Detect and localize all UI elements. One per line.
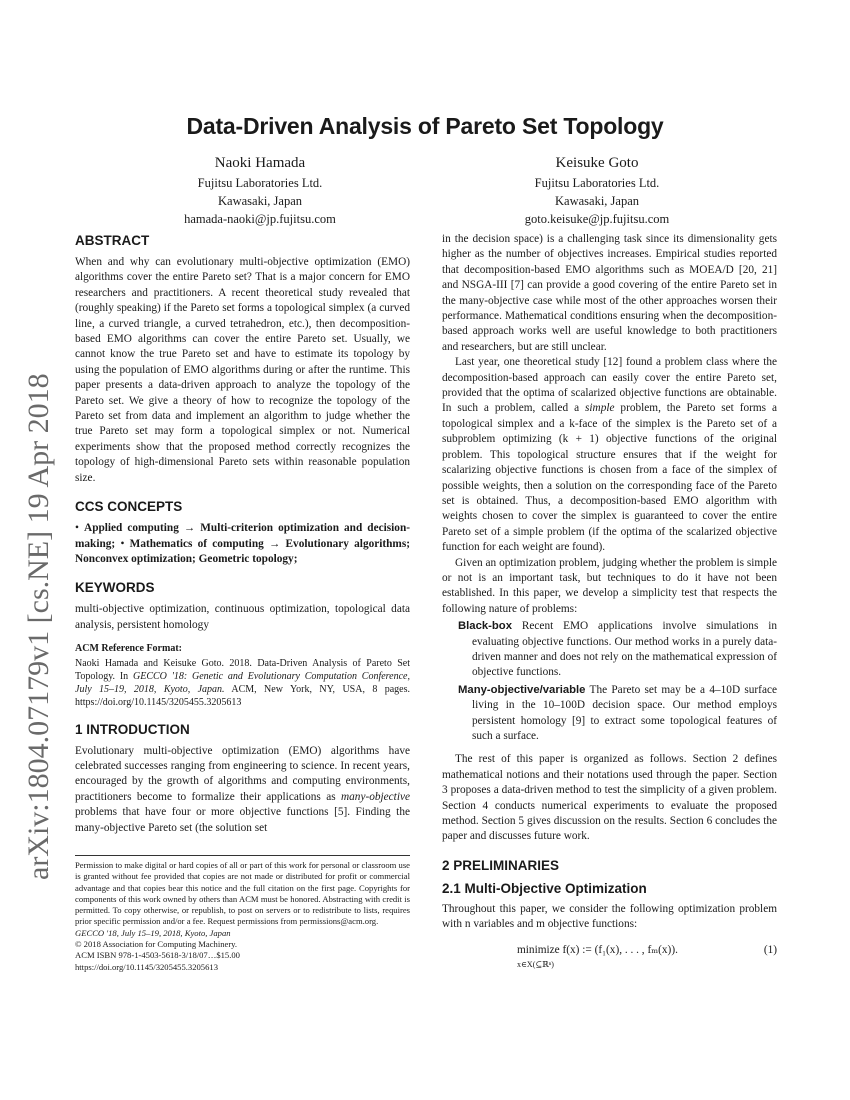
- paragraph-emphasis: simple: [585, 402, 615, 415]
- description-text: The Pareto set may be a 4–10D surface living in the 10–100D decision space. Our method employs persistent homology [9] to extract some topological features of such a surface.: [472, 683, 777, 742]
- abstract-heading: ABSTRACT: [75, 233, 150, 248]
- paragraph: Given an optimization problem, judging whether the problem is simple or not is an important task, but techniques to do it have not been established. In this paper, we develop a simplicity test that respects the following nature of problems:: [442, 556, 777, 615]
- author-block-1: [95, 153, 425, 228]
- ccs-item-2: Mathematics of computing → Evolutionary algorithms;: [129, 537, 411, 550]
- permission-notice: Permission to make digital or hard copies of all or part of this work for personal or classroom use is granted without fee provided that copies are not made or distributed for profit or commercial advantage and that copies bear this notice and the full citation on the first page. Copyrights for components of this work owned by others than ACM must be honored. Abstracting with credit is permitted. To copy otherwise, or republish, to post on servers or to redistribute to lists, requires prior specific permission and/or a fee. Request permissions from permissions@acm.org.: [75, 860, 410, 927]
- keywords-heading: KEYWORDS: [75, 580, 155, 596]
- footnote-venue: [75, 928, 410, 939]
- footnote-doi[interactable]: https://doi.org/10.1145/3205455.3205613: [75, 961, 218, 972]
- description-item-many-objective: [442, 683, 777, 745]
- paragraph: [442, 355, 777, 555]
- acm-ref-part: Naoki Hamada and Keisuke Goto. 2018. Data-Driven Analysis of Pareto Set Topology. In: [75, 657, 410, 682]
- intro-heading: 1 INTRODUCTION: [75, 721, 190, 737]
- paragraph: in the decision space) is a challenging task since its dimensionality gets higher as the number of objectives increases. Empirical studies reported that decomposition-based EMO algorithms such as MOEA/D [20, 21] and NSGA-III [7] can provide a good covering of the entire Pareto set in the many-objective case while most of the other approaches worsen their performance. Mathematical conditions ensuring when the decomposition-based approach works well are useful knowledge to both practitioners and researchers, but are still unclear.: [442, 233, 777, 353]
- footnote-copyright: © 2018 Association for Computing Machinery.: [75, 939, 238, 950]
- author-location: Kawasaki, Japan: [555, 194, 639, 208]
- acm-ref-text: [75, 657, 410, 709]
- author-block-2: [432, 153, 762, 228]
- left-column: [75, 232, 410, 836]
- paragraph-part: problem, the Pareto set forms a topological simplex and a k-face of the simplex is the Pareto set of a subproblem optimizing (k + 1) objective functions of the original problem. This topological structure ensures that if the weight for scalarizing objective functions is chosen from a face of the simplex of possible weights, then a solution on the corresponding face of the Pareto set is obtained. Thus, a decomposition-based EMO algorithm with weights chosen to cover the simplex is guaranteed to cover the entire Pareto set of a simple problem (if the optima of the scalarized objective function for each weight are found).: [442, 402, 777, 554]
- description-text: Recent EMO applications involve simulations in evaluating objective functions. Our method works in a purely data-driven manner and does not rely on the mathematical expression of objective functions.: [472, 620, 777, 679]
- right-column: [442, 232, 777, 971]
- abstract-text: When and why can evolutionary multi-objective optimization (EMO) algorithms cover the entire Pareto set? That is a major concern for EMO researchers and practitioners. A recent theoretical study revealed that (roughly speaking) if the Pareto set forms a topological simplex (a curved line, a curved triangle, a curved tetrahedron, etc.), then decomposition-based EMO algorithms can cover the entire Pareto set. Usually, we cannot know the true Pareto set and have to estimate its topology by using the population of EMO algorithms during or after the runtime. This paper presents a data-driven approach to analyze the topology of the Pareto set. We give a theory of how to recognize the topology of the Pareto set from data and implement an algorithm to judge whether the true Pareto set may form a topological simplex or not. Numerical experiments show that the proposed method correctly recognizes the topology of high-dimensional Pareto sets within reasonable population size.: [75, 256, 410, 484]
- description-item-black-box: [442, 619, 777, 681]
- venue-text: GECCO '18, July 15–19, 2018, Kyoto, Japan: [75, 927, 231, 938]
- equation-subscript: x∈X(⊆ℝⁿ): [517, 959, 554, 969]
- paragraph: The rest of this paper is organized as follows. Section 2 defines mathematical notions and their notations used through the paper. Section 3 proposes a data-driven method to test the simplicity of a given problem. Section 4 conducts numerical experiments to evaluate the proposed method. Section 5 gives discussion on the results. Section 6 concludes the paper and discusses future work.: [442, 753, 777, 843]
- ccs-item-4: Geometric topology;: [198, 552, 298, 565]
- arxiv-stamp-text: arXiv:1804.07179v1 [cs.NE] 19 Apr 2018: [22, 373, 55, 880]
- ccs-concepts: [75, 521, 410, 567]
- footnote-isbn: ACM ISBN 978-1-4503-5618-3/18/07…$15.00: [75, 950, 240, 961]
- paragraph: Throughout this paper, we consider the following optimization problem with n variables and m objective functions:: [442, 902, 777, 931]
- ccs-item-1: Applied computing → Multi-criterion optimization and decision-making;: [75, 522, 410, 550]
- intro-part: Evolutionary multi-objective optimization (EMO) algorithms have celebrated successes ranging from engineering to science. In recent years, encouraged by the growth of algorithms and computing environments, practitioners become to formalize their applications as: [75, 744, 410, 803]
- author-name: Naoki Hamada: [214, 155, 306, 171]
- intro-emphasis: many-objective: [340, 790, 410, 803]
- keywords-text: multi-objective optimization, continuous optimization, topological data analysis, persistent homology: [75, 603, 410, 631]
- arxiv-stamp: [4, 170, 66, 890]
- author-affiliation: Fujitsu Laboratories Ltd.: [534, 176, 660, 190]
- author-name: Keisuke Goto: [555, 155, 639, 171]
- equation-number: (1): [763, 943, 777, 956]
- intro-part: problems that have four or more objective functions [5]. Finding the many-objective Pareto set (the solution set: [75, 806, 410, 834]
- intro-text: [75, 744, 410, 836]
- acm-ref-venue: GECCO '18: Genetic and Evolutionary Computation Conference, July 15–19, 2018, Kyoto, Japan.: [75, 670, 410, 695]
- equation-body: minimize f(x) := (f₁(x), . . . , fₘ(x)).: [517, 943, 678, 956]
- copyright-footnote: [75, 855, 410, 973]
- author-email[interactable]: goto.keisuke@jp.fujitsu.com: [524, 212, 670, 226]
- acm-ref-heading: ACM Reference Format:: [75, 643, 182, 655]
- description-term: Black-box: [458, 620, 512, 633]
- author-location: Kawasaki, Japan: [218, 194, 302, 208]
- section-2-heading: 2 PRELIMINARIES: [442, 857, 560, 873]
- description-term: Many-objective/variable: [458, 683, 586, 696]
- equation-1: [442, 941, 777, 971]
- bullet: •: [75, 522, 79, 535]
- bullet: •: [120, 537, 125, 550]
- ccs-heading: CCS CONCEPTS: [75, 499, 183, 515]
- paragraph-part: Last year, one theoretical study [12] found a problem class where the decomposition-based approach can easily cover the entire Pareto set, provided that the optima of scalarized objective functions are obtainable. In such a problem, called a: [442, 356, 777, 415]
- section-2-1-heading: 2.1 Multi-Objective Optimization: [442, 880, 647, 896]
- acm-ref-part: ACM, New York, NY, USA, 8 pages. https://doi.org/10.1145/3205455.3205613: [75, 683, 410, 708]
- ccs-item-3: Nonconvex optimization;: [75, 552, 196, 565]
- author-email[interactable]: hamada-naoki@jp.fujitsu.com: [184, 212, 336, 226]
- paper-title: Data-Driven Analysis of Pareto Set Topology: [186, 113, 664, 139]
- author-affiliation: Fujitsu Laboratories Ltd.: [197, 176, 323, 190]
